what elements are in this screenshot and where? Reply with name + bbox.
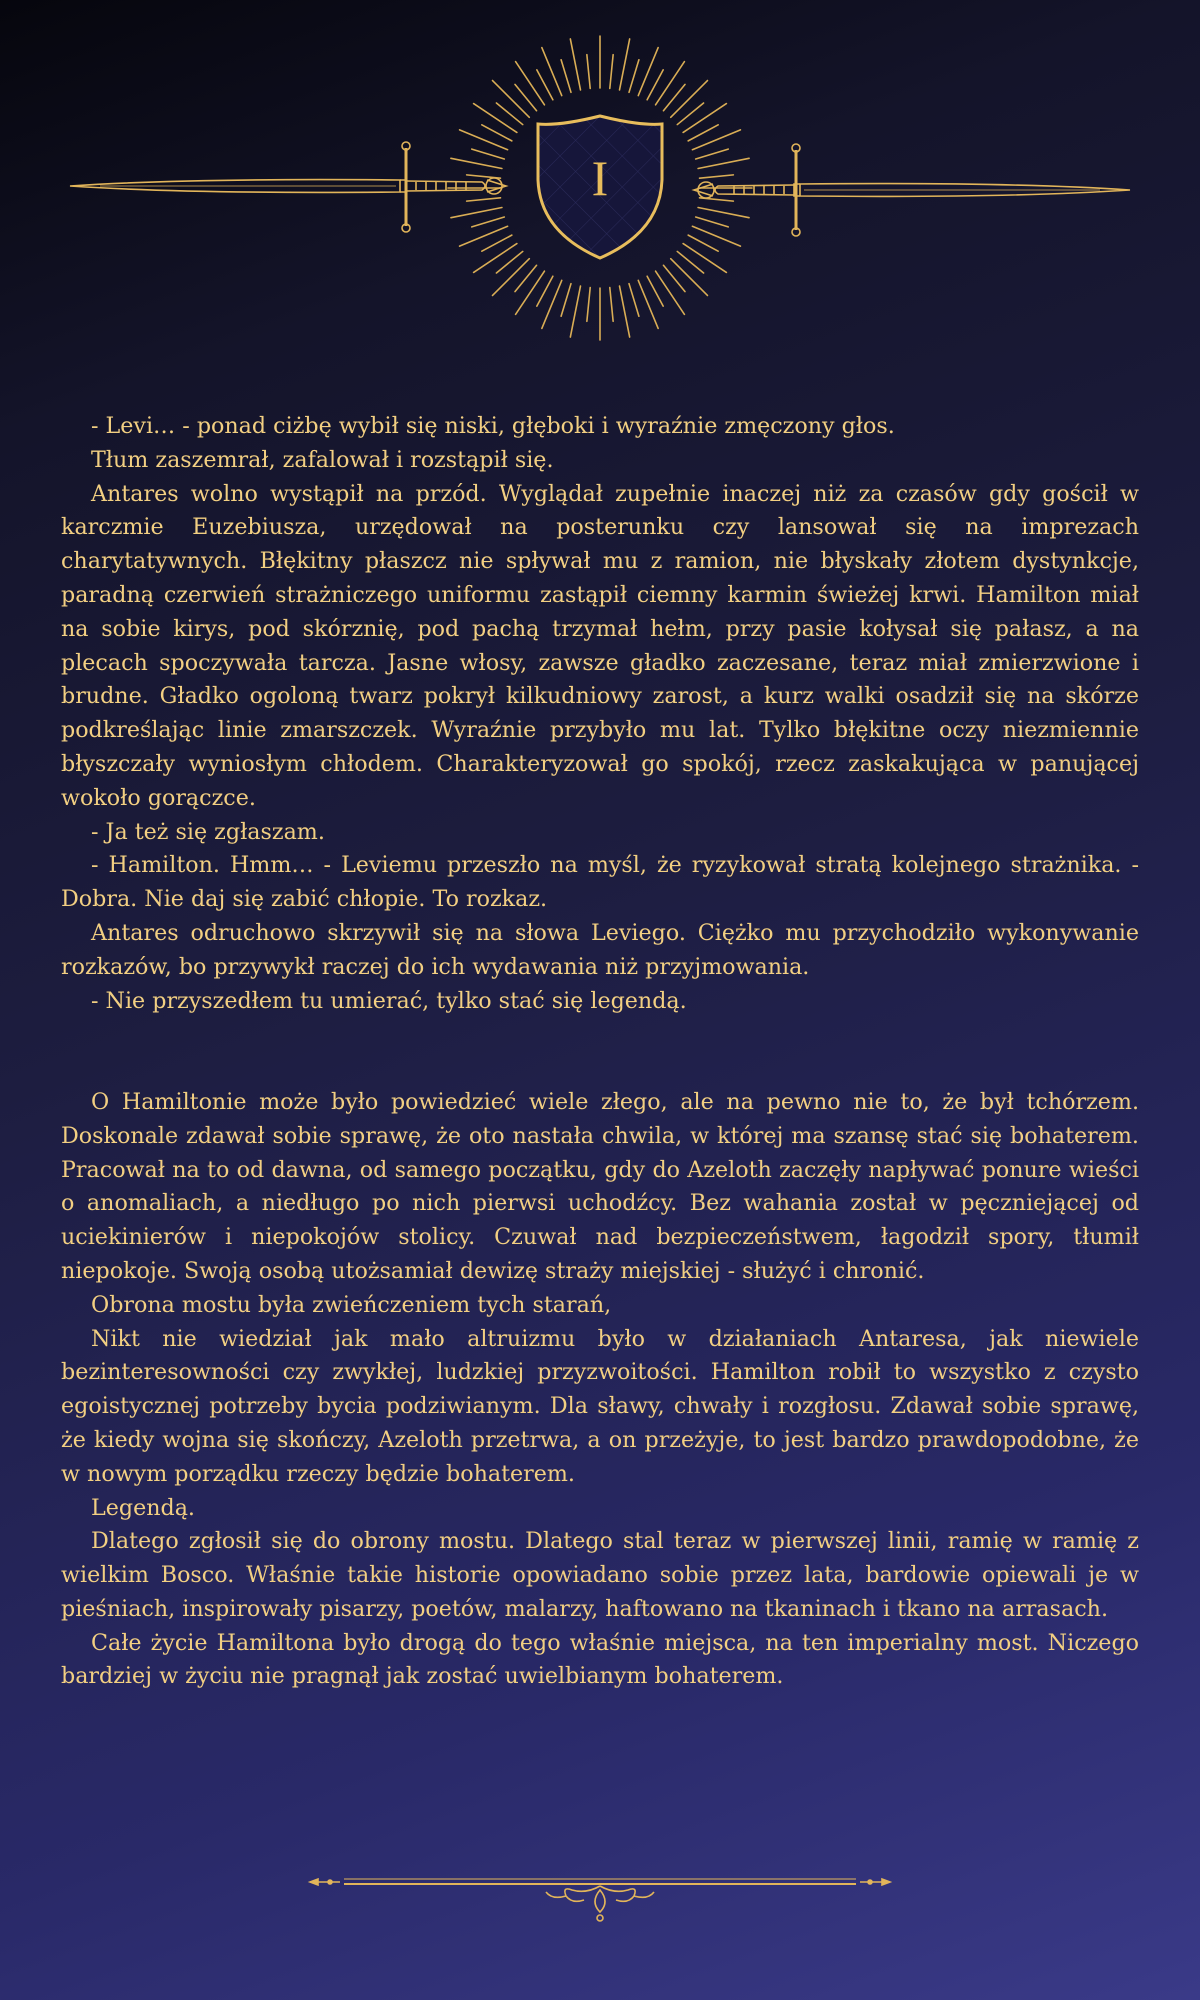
right-sword-icon (694, 144, 1130, 236)
paragraph: Antares wolno wystąpił na przód. Wyglądał zupełnie inaczej niż za czasów gdy gościł w karczmie Euzebiusza, urzędował na posterunku czy lansował się na imprezach charytatywnych. Błękitny płaszcz nie spływał mu z ramion, nie błyskały złotem dystynkcje, paradną czerwień strażniczego uniformu zastąpił ciemny karmin świeżej krwi. Hamilton miał na sobie kirys, pod skórznię, pod pachą trzymał hełm, przy pasie kołysał się pałasz, a na plecach spoczywała tarcza. Jasne włosy, zawsze gładko zaczesane, teraz miał zmierzwione i brudne. Gładko ogoloną twarz pokrył kilkudniowy zarost, a kurz walki osadził się na skórze podkreślając linie zmarszczek. Wyraźnie przybyło mu lat. Tylko błękitne oczy niezmiennie błyszczały wyniosłym chłodem. Charakteryzował go spokój, rzecz zaskakująca w panującej wokoło gorączce. (61, 480, 1139, 811)
sunburst-ray (467, 198, 501, 201)
sunburst-ray (451, 158, 502, 168)
sunburst-ray (620, 286, 630, 337)
sunburst-ray (656, 62, 685, 105)
paragraph: - Nie przyszedłem tu umierać, tylko stać się legendą. (91, 987, 687, 1014)
sunburst-ray (692, 130, 740, 150)
sunburst-ray (638, 48, 658, 96)
sunburst-ray (629, 60, 639, 93)
sunburst-ray (629, 284, 639, 317)
sunburst-ray (656, 271, 685, 314)
sunburst-ray (472, 149, 505, 159)
sunburst-ray (570, 286, 580, 337)
sunburst-ray (537, 276, 553, 306)
section-break (61, 1018, 1139, 1086)
sunburst-ray (493, 81, 530, 118)
footer-flourish-icon (300, 1860, 900, 1930)
sunburst-ray (700, 175, 734, 178)
sunburst-ray (610, 55, 613, 89)
sunburst-ray (537, 70, 553, 100)
sunburst-ray (638, 280, 658, 328)
sunburst-ray (696, 149, 729, 159)
sunburst-ray (542, 48, 562, 96)
chapter-header (0, 0, 1200, 360)
paragraph: Tłum zaszemrał, zafalował i rozstąpił się. (91, 446, 554, 473)
sunburst-ray (688, 235, 718, 251)
paragraph: Obrona mostu była zwieńczeniem tych starań, (91, 1291, 612, 1318)
left-sword-icon (70, 142, 506, 232)
sunburst-ray (671, 81, 708, 118)
sunburst-ray (451, 208, 502, 218)
paragraph: - Hamilton. Hmm… - Leviemu przeszło na myśl, że ryzykował stratą kolejnego strażnika. - Dobra. Nie daj się zabić chłopie. To rozkaz. (61, 852, 1139, 913)
sunburst-ray (683, 244, 726, 273)
sunburst-ray (696, 217, 729, 227)
sunburst-ray (620, 39, 630, 90)
sunburst-ray (561, 284, 571, 317)
paragraph: Dlatego zgłosił się do obrony mostu. Dlatego stal teraz w pierwszej linii, ramię w ramię z wielkim Bosco. Właśnie takie historie opowiadano sobie przez lata, bardowie opiewali je w pieśniach, inspirowały pisarzy, poetów, malarzy, haftowano na tkaninach i tkano na arrasach. (61, 1528, 1139, 1622)
paragraph: Całe życie Hamiltona było drogą do tego właśnie miejsca, na ten imperialny most. Niczego bardziej w życiu nie pragnął jak zostać uwielbianym bohaterem. (61, 1629, 1139, 1690)
sunburst-ray (698, 158, 749, 168)
paragraph: - Ja też się zgłaszam. (91, 818, 325, 845)
sunburst-ray (482, 235, 512, 251)
sunburst-ray (692, 226, 740, 246)
sunburst-ray (474, 244, 517, 273)
chapter-number: I (591, 150, 609, 206)
sunburst-ray (516, 271, 545, 314)
sunburst-ray (460, 130, 508, 150)
sunburst-ray (570, 39, 580, 90)
paragraph: Legendą. (91, 1494, 195, 1521)
sunburst-ray (460, 226, 508, 246)
sunburst-ray (542, 280, 562, 328)
sunburst-ray (516, 62, 545, 105)
sunburst-ray (683, 104, 726, 133)
sunburst-ray (647, 70, 663, 100)
paragraph: Nikt nie wiedział jak mało altruizmu było w działaniach Antaresa, jak niewiele bezinteresowności czy zwykłej, ludzkiej przyzwoitości. Hamilton robił to wszystko z czysto egoistycznej potrzeby bycia podziwianym. Dla sławy, chwały i rozgłosu. Zdawał sobie sprawę, że kiedy wojna się skończy, Azeloth przetrwa, a on przeżyje, to jest bardzo prawdopodobne, że w nowym porządku rzeczy będzie bohaterem. (61, 1325, 1139, 1487)
sunburst-ray (561, 60, 571, 93)
sunburst-ray (493, 259, 530, 296)
sunburst-ray (472, 217, 505, 227)
sunburst-ray (698, 208, 749, 218)
sunburst-ray (587, 55, 590, 89)
paragraph: Antares odruchowo skrzywił się na słowa Leviego. Ciężko mu przychodziło wykonywanie rozkazów, bo przywykł raczej do ich wydawania niż przyjmowania. (61, 919, 1139, 980)
sunburst-ray (587, 288, 590, 322)
paragraph: O Hamiltonie może było powiedzieć wiele złego, ale na pewno nie to, że był tchórzem. Doskonale zdawał sobie sprawę, że oto nastała chwila, w której ma szansę stać się bohaterem. Pracował na to od dawna, od samego początku, gdy do Azeloth zaczęły napływać ponure wieści o anomaliach, a niedługo po nich pierwsi uchodźcy. Bez wahania został w pęczniejącej od uciekinierów i niepokojów stolicy. Czuwał nad bezpieczeństwem, łagodził spory, tłumił niepokoje. Swoją osobą utożsamiał dewizę straży miejskiej - służyć i chronić. (61, 1088, 1139, 1284)
sunburst-ray (647, 276, 663, 306)
story-text (61, 410, 1139, 1694)
sunburst-ray (610, 288, 613, 322)
sunburst-ray (482, 125, 512, 141)
sunburst-ray (474, 104, 517, 133)
sunburst-ray (688, 125, 718, 141)
paragraph: - Levi… - ponad ciżbę wybił się niski, głęboki i wyraźnie zmęczony głos. (91, 413, 895, 439)
sunburst-ray (671, 259, 708, 296)
